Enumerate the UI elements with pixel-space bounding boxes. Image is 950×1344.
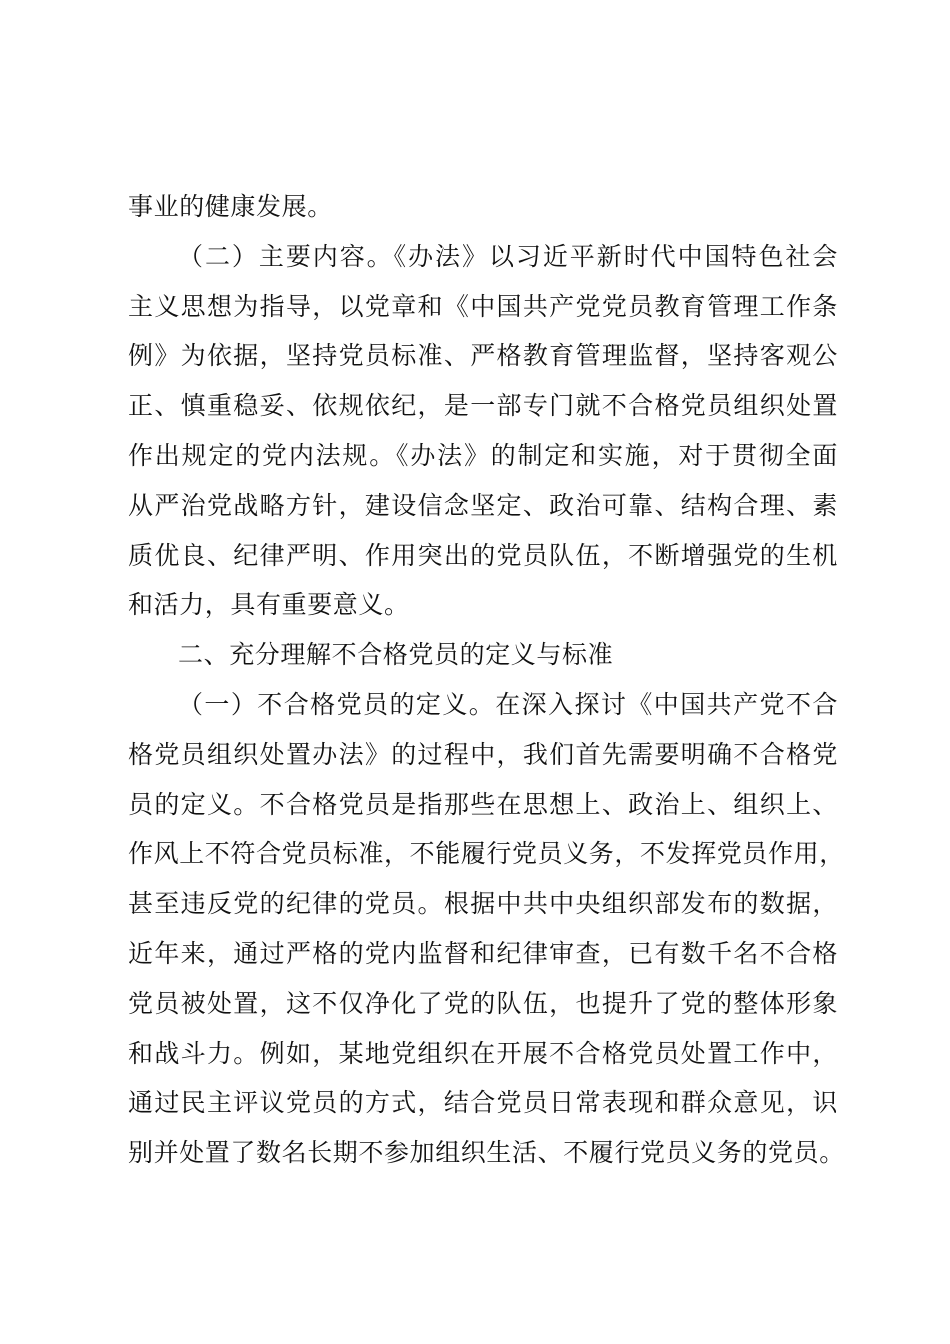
text-line: （一）不合格党员的定义。在深入探讨《中国共产党不合 (178, 689, 838, 719)
text-line: 甚至违反党的纪律的党员。根据中共中央组织部发布的数据， (128, 889, 838, 919)
text-line: 党员被处置，这不仅净化了党的队伍，也提升了党的整体形象 (128, 988, 838, 1018)
text-line: 质优良、纪律严明、作用突出的党员队伍，不断增强党的生机 (128, 540, 838, 570)
text-line: 作风上不符合党员标准，不能履行党员义务，不发挥党员作用， (128, 839, 845, 869)
text-line: 主义思想为指导，以党章和《中国共产党党员教育管理工作条 (128, 291, 838, 321)
section-heading: 二、充分理解不合格党员的定义与标准 (178, 640, 614, 670)
text-line: 别并处置了数名长期不参加组织生活、不履行党员义务的党员。 (128, 1138, 845, 1168)
text-line: 格党员组织处置办法》的过程中，我们首先需要明确不合格党 (128, 739, 838, 769)
document-body (128, 182, 845, 1178)
text-line: 事业的健康发展。 (128, 192, 333, 221)
text-line: 作出规定的党内法规。《办法》的制定和实施，对于贯彻全面 (128, 440, 838, 470)
text-line: 通过民主评议党员的方式，结合党员日常表现和群众意见，识 (128, 1088, 838, 1118)
text-line: 和活力，具有重要意义。 (128, 590, 410, 620)
text-line: 从严治党战略方针，建设信念坚定、政治可靠、结构合理、素 (128, 490, 838, 520)
text-line: 近年来，通过严格的党内监督和纪律审查，已有数千名不合格 (128, 938, 838, 968)
text-line: 和战斗力。例如，某地党组织在开展不合格党员处置工作中， (128, 1038, 838, 1068)
text-line: 正、慎重稳妥、依规依纪，是一部专门就不合格党员组织处置 (128, 391, 838, 421)
text-line: 例》为依据，坚持党员标准、严格教育管理监督，坚持客观公 (128, 341, 838, 371)
text-line: （二）主要内容。《办法》以习近平新时代中国特色社会 (178, 241, 838, 271)
text-line: 员的定义。不合格党员是指那些在思想上、政治上、组织上、 (128, 789, 838, 819)
